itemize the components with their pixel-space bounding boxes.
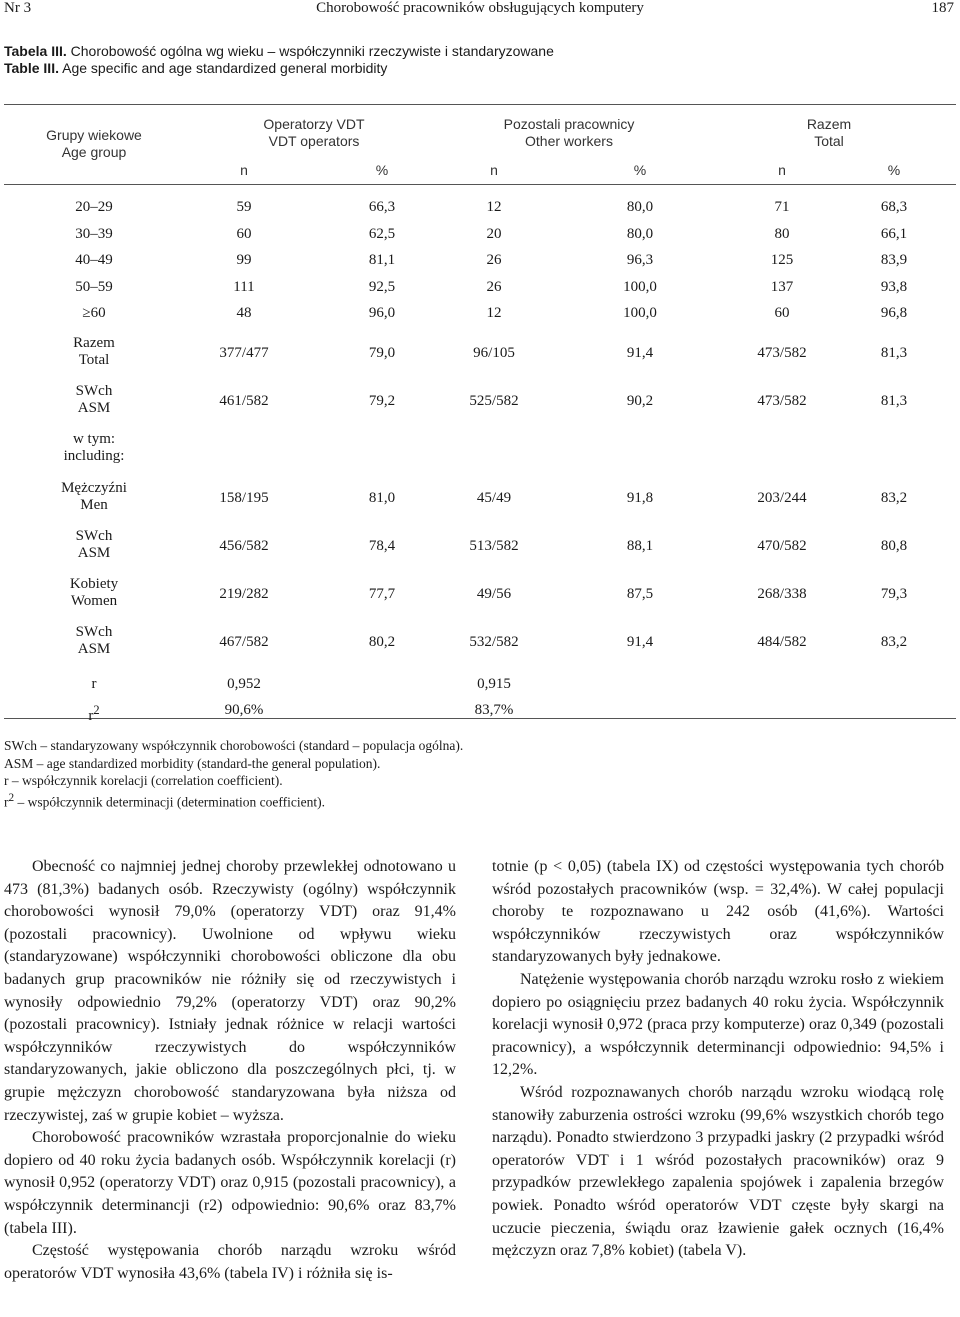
table-cell: 68,3 <box>880 199 908 215</box>
table-caption <box>4 43 554 77</box>
table-cell: 111 <box>233 279 255 295</box>
table-cell: 26 <box>486 252 502 268</box>
body-left-column <box>4 856 456 1285</box>
table-cell: 81,3 <box>880 345 908 361</box>
table-cell: 12 <box>486 305 502 321</box>
table-cell: 78,4 <box>368 538 396 554</box>
group-header-total: Razem Total <box>806 116 852 149</box>
table-cell: 100,0 <box>623 305 657 321</box>
table-cell: 60 <box>774 305 790 321</box>
group-header-vdt: Operatorzy VDT VDT operators <box>263 116 365 149</box>
table-cell: 532/582 <box>469 634 519 650</box>
body-right-column <box>492 856 944 1263</box>
row-label: Kobiety Women <box>69 576 119 609</box>
table-cell: 83,2 <box>880 634 908 650</box>
page-number: 187 <box>931 0 954 16</box>
table-cell: 96/105 <box>473 345 515 361</box>
subheader-n: n <box>778 162 786 178</box>
table-cell: 81,0 <box>368 490 396 506</box>
table-cell: 77,7 <box>368 586 396 602</box>
subheader-n: n <box>240 162 248 178</box>
table-cell: 92,5 <box>368 279 396 295</box>
table-cell: 203/244 <box>757 490 807 506</box>
table-cell: 79,0 <box>368 345 396 361</box>
paragraph: Częstość występowania chorób narządu wzroku wśród operatorów VDT wynosiła 43,6% (tabela IV) i różniła się is- <box>4 1242 456 1282</box>
row-label: SWch ASM <box>75 624 113 657</box>
table-cell: 66,1 <box>880 226 908 242</box>
table-cell: 461/582 <box>219 393 269 409</box>
table-cell: 26 <box>486 279 502 295</box>
table-cell: 81,3 <box>880 393 908 409</box>
running-header <box>0 0 960 22</box>
table-cell: 62,5 <box>368 226 396 242</box>
running-title: Chorobowość pracowników obsługujących komputery <box>316 0 644 16</box>
table-cell: 470/582 <box>757 538 807 554</box>
table-cell: 93,8 <box>880 279 908 295</box>
table-cell: 125 <box>770 252 794 268</box>
table-cell: 96,0 <box>368 305 396 321</box>
paragraph: Chorobowość pracowników wzrastała proporcjonalnie do wieku dopiero od 40 roku życia badanych osób. Współczynnik korelacji (r) wynosił 0,952 (operatorzy VDT) oraz 0,915 (pozostali pracownicy), a współczynnik determinancji (r2) odpowiednio: 90,6% oraz 83,7% (tabela III). <box>4 1129 456 1237</box>
row-label: SWch ASM <box>75 528 113 561</box>
table-cell: 456/582 <box>219 538 269 554</box>
table-cell: 20 <box>486 226 502 242</box>
table-cell: 96,8 <box>880 305 908 321</box>
table-cell: 80,2 <box>368 634 396 650</box>
table-cell: 12 <box>486 199 502 215</box>
subheader-percent: % <box>887 162 901 178</box>
table-cell: 49/56 <box>476 586 512 602</box>
table-cell: 100,0 <box>623 279 657 295</box>
paragraph: Obecność co najmniej jednej choroby przewlekłej odnotowano u 473 (81,3%) badanych osób. Rzeczywisty (ogólny) współczynnik chorobowości wynosił 79,0% (operatorzy VDT) oraz 91,4% (pozostali pracownicy). Uwolnione od wpływu wieku (standaryzowane) współczynniki chorobowości obliczone dla obu badanych grup pracowników nie różniły się od rzeczywistych i wynosiły odpowiednio 79,2% (operatorzy VDT) oraz 90,2% (pozostali pracownicy). Istniały jednak różnice w relacji wartości współczynników rzeczywistych do współczynników standaryzowanych, jakie obliczono dla poszczególnych płci, tj. w grupie mężczyzn chorobowość standaryzowana była niższa od rzeczywistej, zaś w grupie kobiet – wyższa. <box>4 858 456 1124</box>
table-cell: 0,952 <box>227 676 261 692</box>
table-cell: 99 <box>236 252 252 268</box>
note-r2: $r^2$ – współczynnik determinacji (determination coefficient). <box>4 791 326 809</box>
table-cell: 484/582 <box>757 634 807 650</box>
table-cell: 80,0 <box>626 226 654 242</box>
note-swch: SWch – standaryzowany współczynnik chorobowości (standard – populacja ogólna). <box>4 738 464 753</box>
table-cell: 83,7% <box>474 702 514 718</box>
caption-english: Table III. Age specific and age standardized general morbidity <box>4 60 388 76</box>
group-header-other: Pozostali pracownicy Other workers <box>503 116 635 149</box>
table-cell: 79,3 <box>880 586 908 602</box>
row-label: r <box>91 676 97 692</box>
issue-number: Nr 3 <box>4 0 32 16</box>
table-notes <box>4 737 463 811</box>
table-cell: 48 <box>236 305 252 321</box>
table-cell: 91,4 <box>626 345 654 361</box>
morbidity-table <box>4 104 956 724</box>
caption-polish: Tabela III. Chorobowość ogólna wg wieku – współczynniki rzeczywiste i standaryzowane <box>4 43 554 59</box>
note-r: r – współczynnik korelacji (correlation coefficient). <box>4 773 283 788</box>
subheader-percent: % <box>375 162 389 178</box>
table-cell: 83,2 <box>880 490 908 506</box>
table-cell: 377/477 <box>219 345 269 361</box>
row-label: w tym: including: <box>63 431 125 464</box>
table-cell: 0,915 <box>477 676 511 692</box>
row-label: SWch ASM <box>75 383 113 416</box>
table-cell: 91,4 <box>626 634 654 650</box>
table-cell: 513/582 <box>469 538 519 554</box>
row-label: ≥60 <box>82 305 106 321</box>
header-rule <box>4 184 956 185</box>
row-label: 40–49 <box>75 252 113 268</box>
subheader-percent: % <box>633 162 647 178</box>
table-cell: 473/582 <box>757 393 807 409</box>
table-cell: 79,2 <box>368 393 396 409</box>
table-cell: 88,1 <box>626 538 654 554</box>
paragraph: Natężenie występowania chorób narządu wzroku rosło z wiekiem dopiero po osiągnięciu przez badanych 40 roku życia. Współczynnik korelacji wynosił 0,972 (praca przy komputerze) oraz 0,349 (pozostali pracownicy), a współczynnik determinancji odpowiednio: 94,5% i 12,2%. <box>492 970 944 1079</box>
note-asm: ASM – age standardized morbidity (standard-the general population). <box>4 755 381 771</box>
table-cell: 59 <box>236 199 252 215</box>
table-cell: 90,2 <box>626 393 654 409</box>
table-cell: 81,1 <box>368 252 396 268</box>
table-cell: 60 <box>236 226 252 242</box>
table-cell: 87,5 <box>626 586 654 602</box>
table-top-rule <box>4 104 956 105</box>
row-label: $r^2$ <box>88 703 100 724</box>
row-label: 50–59 <box>75 279 113 295</box>
table-cell: 91,8 <box>626 490 654 506</box>
row-label: 30–39 <box>75 226 113 242</box>
table-cell: 219/282 <box>219 586 269 602</box>
table-cell: 90,6% <box>224 702 264 718</box>
table-cell: 525/582 <box>469 393 519 409</box>
table-cell: 268/338 <box>757 586 807 602</box>
table-cell: 467/582 <box>219 634 269 650</box>
table-cell: 83,9 <box>880 252 908 268</box>
row-label: Mężczyźni Men <box>61 480 127 513</box>
row-label: 20–29 <box>75 199 113 215</box>
table-cell: 158/195 <box>219 490 269 506</box>
table-cell: 80,0 <box>626 199 654 215</box>
paragraph: totnie (p < 0,05) (tabela IX) od częstości występowania tych chorób wśród pozostałych pracowników (wsp. = 32,4%). W całej populacji choroby te rozpoznawano u 242 osób (41,6%). Wartości współczynników rzeczywistych oraz współczynników standaryzowanych były jednakowe. <box>492 858 944 966</box>
table-cell: 80 <box>774 226 790 242</box>
table-cell: 137 <box>770 279 794 295</box>
row-label: Razem Total <box>73 335 115 368</box>
table-cell: 473/582 <box>757 345 807 361</box>
table-cell: 45/49 <box>476 490 512 506</box>
table-cell: 66,3 <box>368 199 396 215</box>
row-header: Grupy wiekowe Age group <box>46 127 142 160</box>
paragraph: Wśród rozpoznawanych chorób narządu wzroku wiodącą rolę stanowiły zaburzenia ostrości wzroku (99,6% wszystkich chorób tego narządu). Ponadto stwierdzono 3 przypadki jaskry (2 przypadki wśród operatorów VDT i 1 wśród pozostałych pracowników) oraz 9 przypadków przewlekłego zapalenia spojówek i zapalenia brzegów powiek. Ponadto wśród operatorów VDT częste były skargi na uczucie pieczenia, świądu oraz łzawienie gałek ocznych (16,4% mężczyzn oraz 7,8% kobiet) (tabela V). <box>492 1083 944 1260</box>
table-cell: 80,8 <box>880 538 908 554</box>
table-cell: 71 <box>774 199 790 215</box>
table-cell: 96,3 <box>626 252 654 268</box>
subheader-n: n <box>490 162 498 178</box>
